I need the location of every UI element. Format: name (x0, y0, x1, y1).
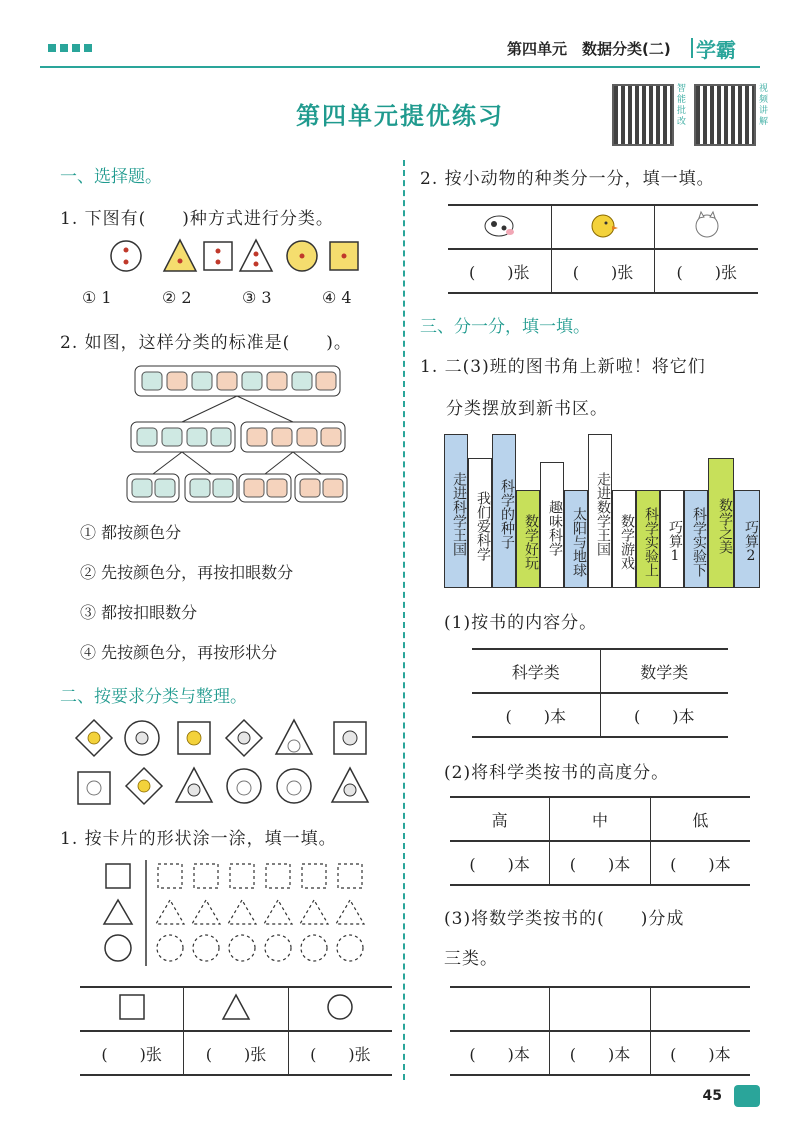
circle-icon (328, 995, 352, 1019)
height-table (450, 796, 750, 886)
table-header-cell (184, 987, 289, 1031)
qr-code-icon[interactable] (612, 84, 674, 146)
qr-right-label: 视频讲解 (758, 84, 768, 127)
question-text: 2. 按小动物的种类分一分，填一填。 (420, 169, 715, 189)
answer-cell[interactable]: ( )张 (288, 1031, 392, 1075)
book-spine: 巧算2 (734, 490, 760, 588)
table-header-cell (288, 987, 392, 1031)
header-rule (40, 66, 760, 68)
sub-question-text: (2)将科学类按书的高度分。 (444, 763, 670, 783)
book-spine: 趣味科学 (540, 462, 564, 588)
table-header-cell: 低 (650, 797, 750, 841)
answer-cell[interactable]: ( )本 (550, 841, 651, 885)
table-header-cell: 科学类 (472, 649, 600, 693)
answer-cell[interactable]: ( )本 (650, 841, 750, 885)
table-header-cell (655, 205, 758, 249)
book-spine: 巧算1 (660, 490, 684, 588)
qr-left-label: 智能批改 (676, 84, 686, 127)
section-title: 二、按要求分类与整理。 (60, 687, 247, 707)
answer-cell[interactable]: ( )本 (550, 1031, 651, 1075)
book-spine: 科学实验上 (636, 490, 660, 588)
math-table (450, 986, 750, 1076)
duck-icon (592, 215, 614, 237)
bookshelf (444, 430, 760, 588)
option-1[interactable]: ① 1 (82, 288, 112, 307)
square-icon (120, 995, 144, 1019)
option-3[interactable]: ③ 3 (242, 288, 272, 307)
option-3[interactable]: ③ 都按扣眼数分 (80, 603, 198, 622)
animal-cards (72, 718, 382, 808)
column-divider (403, 160, 405, 1080)
square-shape (204, 242, 232, 270)
header-unit-title: 第四单元 数据分类(二) (507, 40, 671, 58)
header-brand-logo: 学霸 (696, 38, 736, 62)
answer-cell[interactable]: ( )本 (450, 1031, 550, 1075)
book-spine: 数学好玩 (516, 490, 540, 588)
sub-question-text: (1)按书的内容分。 (444, 613, 598, 633)
header-decoration (48, 44, 92, 52)
table-header-cell: 中 (550, 797, 651, 841)
shape-count-table (80, 986, 392, 1076)
table-header-cell (551, 205, 655, 249)
circle-shape (111, 241, 141, 271)
answer-cell[interactable]: ( )张 (448, 249, 551, 293)
section-title: 一、选择题。 (60, 167, 162, 187)
book-spine: 数学游戏 (612, 490, 636, 588)
answer-cell[interactable]: ( )本 (650, 1031, 750, 1075)
triangle-icon (223, 995, 249, 1019)
answer-cell[interactable]: ( )张 (551, 249, 655, 293)
question-text: 1. 下图有( )种方式进行分类。 (60, 209, 334, 229)
answer-cell[interactable]: ( )张 (655, 249, 758, 293)
question-text: 2. 如图，这样分类的标准是( )。 (60, 333, 352, 353)
sub-question-text: (3)将数学类按书的( )分成 (444, 909, 685, 929)
content-table (472, 648, 728, 738)
answer-cell[interactable]: ( )本 (600, 693, 728, 737)
book-spine: 数学之美 (708, 458, 734, 588)
table-header-cell (450, 987, 550, 1031)
question-text: 分类摆放到新书区。 (446, 399, 608, 419)
table-header-cell: 高 (450, 797, 550, 841)
page-number: 45 (702, 1088, 722, 1104)
pencil-icon (734, 1085, 760, 1107)
header-separator (691, 38, 693, 58)
button-classification-tree (125, 364, 350, 504)
book-spine: 科学的种子 (492, 434, 516, 588)
book-spine: 太阳与地球 (564, 490, 588, 588)
table-header-cell (448, 205, 551, 249)
triangle-shape (164, 240, 196, 271)
table-header-cell: 数学类 (600, 649, 728, 693)
shapes-figure (110, 238, 370, 274)
sub-question-text: 三类。 (444, 949, 498, 969)
qr-code-icon[interactable] (694, 84, 756, 146)
answer-cell[interactable]: ( )本 (472, 693, 600, 737)
animal-count-table (448, 204, 758, 294)
answer-cell[interactable]: ( )张 (184, 1031, 289, 1075)
table-header-cell (650, 987, 750, 1031)
answer-cell[interactable]: ( )张 (80, 1031, 184, 1075)
option-1[interactable]: ① 都按颜色分 (80, 523, 182, 542)
question-text: 1. 二(3)班的图书角上新啦！将它们 (420, 357, 706, 377)
option-4[interactable]: ④ 4 (322, 288, 352, 307)
answer-cell[interactable]: ( )本 (450, 841, 550, 885)
book-spine: 走进科学王国 (444, 434, 468, 588)
table-header-cell (80, 987, 184, 1031)
book-spine: 科学实验下 (684, 490, 708, 588)
table-header-cell (550, 987, 651, 1031)
book-spine: 我们爱科学 (468, 458, 492, 588)
option-4[interactable]: ④ 先按颜色分，再按形状分 (80, 643, 278, 662)
option-2[interactable]: ② 先按颜色分，再按扣眼数分 (80, 563, 294, 582)
page-title: 第四单元提优练习 (296, 102, 504, 130)
section-title: 三、分一分，填一填。 (420, 317, 590, 337)
option-2[interactable]: ② 2 (162, 288, 192, 307)
question-text: 1. 按卡片的形状涂一涂，填一填。 (60, 829, 337, 849)
book-spine: 走进数学王国 (588, 434, 612, 588)
shape-coloring-area (100, 858, 380, 970)
